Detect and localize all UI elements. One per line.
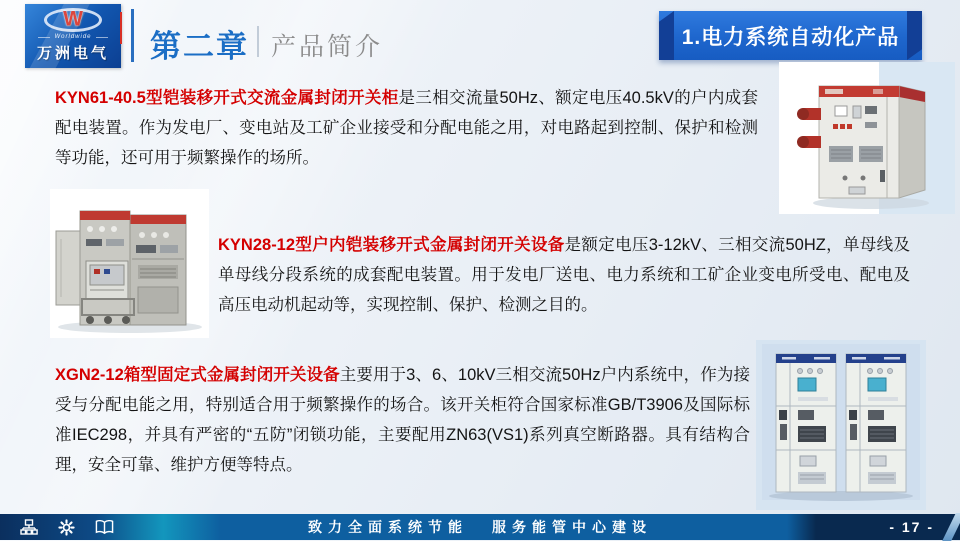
slogan-right: 服务能管中心建设 (492, 519, 652, 535)
logo-red-accent (120, 12, 122, 44)
product-3-description: 主要用于3、6、10kV三相交流50Hz户内系统中，作为接受与分配电能之用，特别适合用于频繁操作的场合。该开关柜符合国家标准GB/T3906及国际标准IEC298，并具有严密的“五防”闭锁功能，主要配用ZN63(VS1)系列真空断路器。具有结构合理，安全可靠、维护方便等特点。 (55, 366, 750, 474)
page-number: - 17 - (889, 519, 934, 535)
logo-ellipse-ring (44, 8, 102, 32)
company-logo (25, 4, 121, 68)
logo-brand-text: Worldwide (25, 34, 121, 40)
product-2-paragraph (218, 230, 910, 320)
product-2-name: KYN28-12型户内铠装移开式金属封闭开关设备 (218, 236, 565, 254)
product-3-paragraph (55, 360, 750, 480)
category-badge (659, 11, 922, 60)
product-1-name: KYN61-40.5型铠装移开式交流金属封闭开关柜 (55, 89, 399, 107)
slogan-left: 致力全面系统节能 (308, 519, 468, 535)
title-separator (257, 26, 259, 57)
product-2-photo-kyn28-cabinet (50, 189, 209, 338)
logo-emblem (44, 8, 102, 32)
logo-w-mark: W (63, 7, 83, 31)
header-vertical-divider (131, 9, 134, 62)
product-1-paragraph (55, 83, 758, 173)
product-1-photo-kyn61-cabinet (779, 62, 955, 214)
product-1-description: 是三相交流量50Hz、额定电压40.5kV的户内成套配电装置。作为发电厂、变电站及工矿企业接受和分配电能之用，对电路起到控制、保护和检测等功能，还可用于频繁操作的场所。 (55, 89, 758, 167)
section-title: 产品简介 (271, 33, 384, 61)
product-3-photo-xgn2-cabinet (756, 340, 926, 510)
category-badge-label: 1.电力系统自动化产品 (681, 25, 900, 49)
footer-slogan (0, 514, 960, 540)
product-3-name: XGN2-12箱型固定式金属封闭开关设备 (55, 366, 340, 384)
footer-bar (0, 514, 960, 540)
product-2-description: 是额定电压3-12kV、三相交流50HZ，单母线及单母线分段系统的成套配电装置。用于发电厂送电、电力系统和工矿企业变电所受电、配电及高压电动机起动等，实现控制、保护、检测之目的。 (218, 236, 910, 314)
logo-company-name: 万洲电气 (36, 45, 109, 62)
chapter-title: 第二章 (150, 29, 249, 64)
